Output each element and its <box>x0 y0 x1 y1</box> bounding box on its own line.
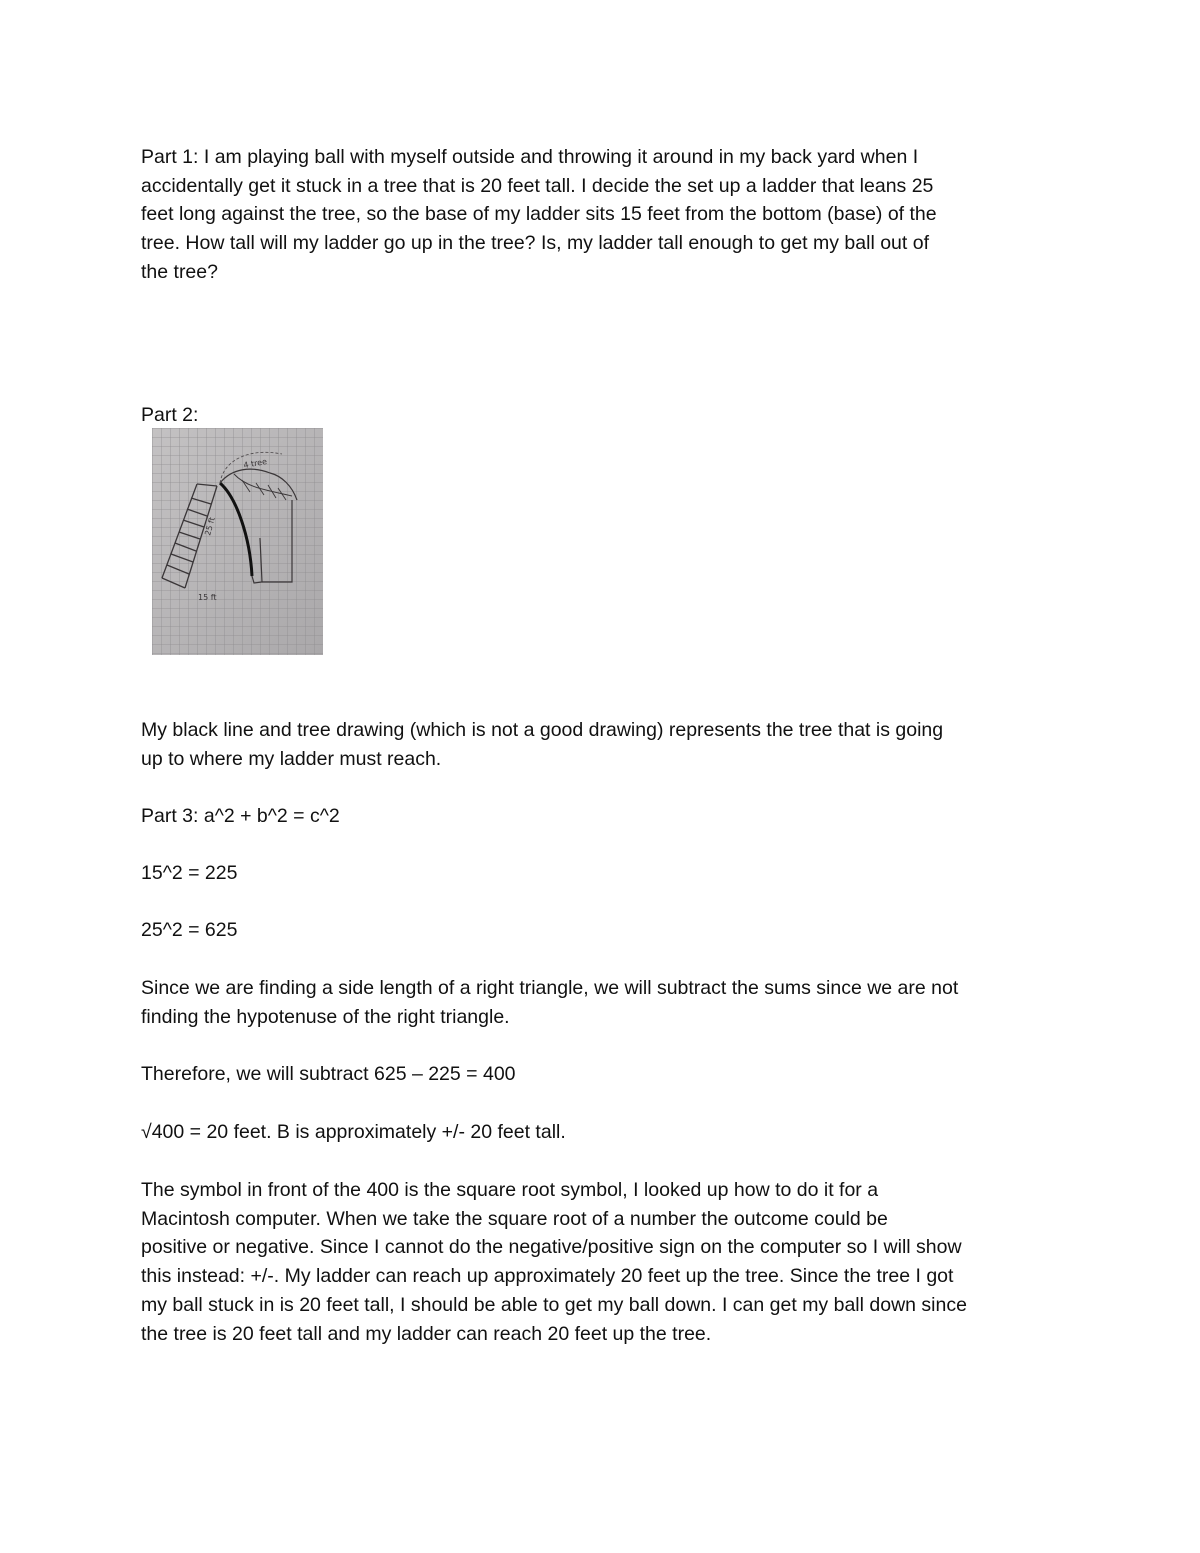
part3-step1: 15^2 = 225 <box>141 862 238 884</box>
explanation-line: finding the hypotenuse of the right triangle. <box>141 1005 510 1028</box>
explanation-line: Since we are finding a side length of a right triangle, we will subtract the sums since we are not <box>141 977 959 999</box>
caption-line: My black line and tree drawing (which is not a good drawing) represents the tree that is going <box>141 719 944 741</box>
part1-line: the tree? <box>141 260 218 283</box>
sketch-label-top: 4 tree <box>242 456 268 470</box>
ladder-tree-sketch <box>152 428 323 655</box>
part1-line: accidentally get it stuck in a tree that is 20 feet tall. I decide the set up a ladder that leans 25 <box>141 174 934 197</box>
part2-heading: Part 2: <box>141 404 199 426</box>
part3-formula: Part 3: a^2 + b^2 = c^2 <box>141 805 340 827</box>
part3-result: √400 = 20 feet. B is approximately +/- 20 feet tall. <box>141 1121 566 1143</box>
conclusion-line: positive or negative. Since I cannot do the negative/positive sign on the computer so I will show <box>141 1236 962 1259</box>
conclusion-line: my ball stuck in is 20 feet tall, I should be able to get my ball down. I can get my ball down since <box>141 1293 967 1316</box>
conclusion-line: the tree is 20 feet tall and my ladder can reach 20 feet up the tree. <box>141 1322 712 1345</box>
conclusion-line: The symbol in front of the 400 is the square root symbol, I looked up how to do it for a <box>141 1179 879 1201</box>
sketch-label-side: 25 ft <box>203 516 217 537</box>
part3-explanation <box>141 974 1061 1031</box>
part1-line: Part 1: I am playing ball with myself outside and throwing it around in my back yard when I <box>141 146 919 168</box>
sketch-grid <box>152 428 323 655</box>
part1-paragraph <box>141 143 1061 287</box>
part3-conclusion <box>141 1176 1061 1348</box>
caption-line: up to where my ladder must reach. <box>141 747 442 770</box>
conclusion-line: Macintosh computer. When we take the square root of a number the outcome could be <box>141 1207 888 1230</box>
caption-paragraph <box>141 716 1061 773</box>
part1-line: feet long against the tree, so the base of my ladder sits 15 feet from the bottom (base) of the <box>141 203 937 226</box>
sketch-label-bottom: 15 ft <box>198 593 217 602</box>
conclusion-line: this instead: +/-. My ladder can reach up approximately 20 feet up the tree. Since the tree I got <box>141 1265 954 1288</box>
part3-subtract: Therefore, we will subtract 625 – 225 = 400 <box>141 1063 516 1085</box>
part3-step2: 25^2 = 625 <box>141 919 238 941</box>
part1-line: tree. How tall will my ladder go up in the tree? Is, my ladder tall enough to get my ball out of <box>141 232 929 255</box>
